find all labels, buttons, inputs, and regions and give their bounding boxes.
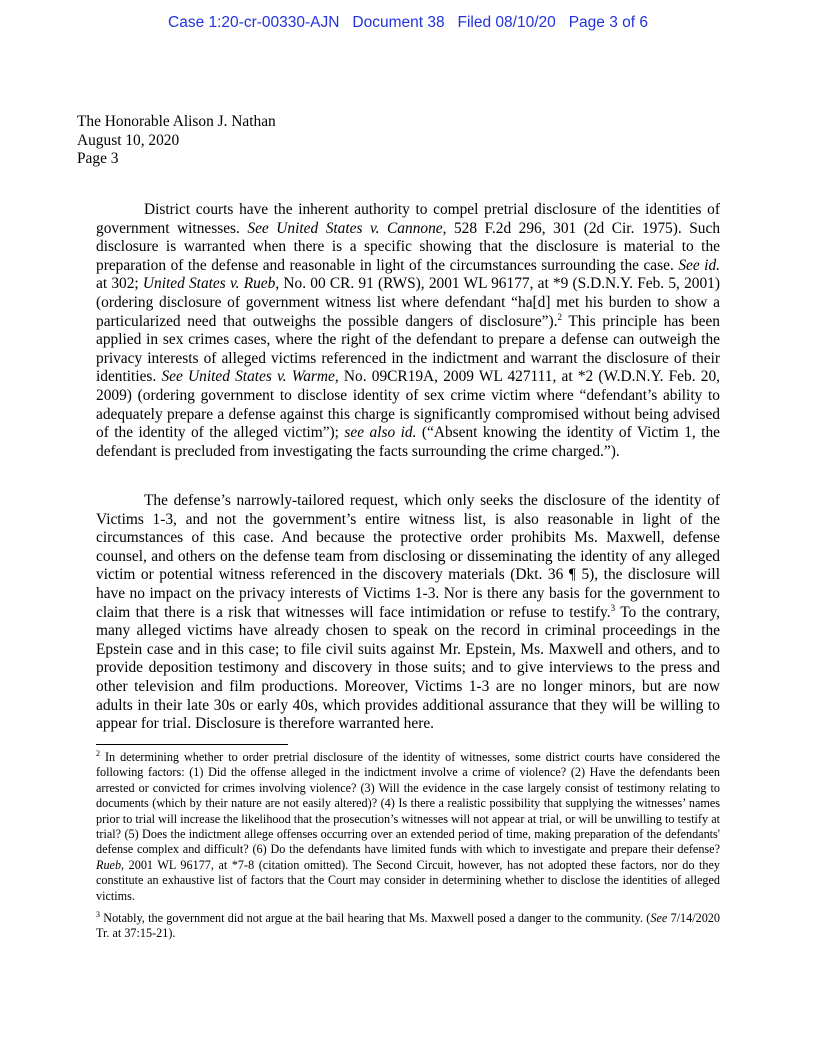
letter-page: Page 3 <box>77 150 119 168</box>
letter-heading <box>77 113 276 169</box>
case-number: Case 1:20-cr-00330-AJN <box>168 14 340 31</box>
court-filing-header <box>0 14 816 32</box>
footnote-ref-3: 3 <box>610 602 616 613</box>
footnote-ref-2: 2 <box>557 311 562 322</box>
citation: see also id. <box>344 424 417 442</box>
footnote-3: $^3$ Notably, the government did not argue at the bail hearing that Ms. Maxwell posed a danger to the community. (See 7/14/2020 Tr. at 37:15-21). <box>96 910 720 941</box>
addressee: The Honorable Alison J. Nathan <box>77 113 276 130</box>
citation: United States v. Rueb <box>142 275 276 293</box>
page-indicator: Page 3 of 6 <box>568 14 648 31</box>
citation: See United States v. Cannone <box>247 219 443 237</box>
letter-date: August 10, 2020 <box>77 131 180 149</box>
document-number: Document 38 <box>352 14 445 31</box>
paragraph-narrow-request: The defense’s narrowly-tailored request, which only seeks the disclosure of the identity of Victims 1-3, and not the government’s entire witness list, is also reasonable in light of the circumstances of this case. And because the protective order prohibits Ms. Maxwell, defense counsel, and others on the defense team from disclosing or disseminating the identity of any alleged victim or potential witness referenced in the discovery materials (Dkt. 36 ¶ 5), the disclosure will have no impact on the privacy interests of Victims 1-3. Nor is there any basis for the government to claim that there is a risk that witnesses will face intimidation or refuse to testify.$^3$ To the contrary, many alleged victims have already chosen to speak on the record in criminal proceedings in the Epstein case and in this case; to file civil suits against Mr. Epstein, Ms. Maxwell and others, and to provide deposition testimony and discovery in those suits; and to give interviews to the press and other television and film productions. Moreover, Victims 1-3 are no longer minors, but are now adults in their late 30s or early 40s, which provides additional assurance that they will be willing to appear for trial. Disclosure is therefore warranted here. <box>96 492 720 733</box>
citation: See id. <box>678 256 720 274</box>
citation: See United States v. Warme <box>161 368 335 386</box>
footnotes <box>96 750 720 949</box>
footnote-separator <box>96 744 288 745</box>
paragraph-disclosure-authority: District courts have the inherent authority to compel pretrial disclosure of the identities of government witnesses. See United States v. Cannone, 528 F.2d 296, 301 (2d Cir. 1975). Such disclosure is warranted when there is a specific showing that the disclosure is material to the preparation of the defense and reasonable in light of the circumstances surrounding the case. See id. at 302; United States v. Rueb, No. 00 CR. 91 (RWS), 2001 WL 96177, at *9 (S.D.N.Y. Feb. 5, 2001) (ordering disclosure of government witness list where defendant “ha[d] met his burden to show a particularized need that outweighs the possible dangers of disclosure”).$^2$ This principle has been applied in sex crimes cases, where the right of the defendant to prepare a defense can outweigh the privacy interests of alleged victims referenced in the indictment and warrant the disclosure of their identities. See United States v. Warme, No. 09CR19A, 2009 WL 427111, at *2 (W.D.N.Y. Feb. 20, 2009) (ordering government to disclose identity of sex crime victim where “defendant’s ability to adequately prepare a defense against this charge is significantly compromised without being advised of the identity of the alleged victim”); see also id. (“Absent knowing the identity of Victim 1, the defendant is precluded from investigating the facts surrounding the crime charged.”). <box>96 201 721 460</box>
filed-date: Filed 08/10/20 <box>457 14 556 31</box>
footnote-2: $^2$ In determining whether to order pretrial disclosure of the identity of witnesses, some district courts have considered the following factors: (1) Did the offense alleged in the indictment involve a crime of violence? (2) Have the defendants been arrested or convicted for crimes involving violence? (3) Will the evidence in the case largely consist of testimony relating to documents (which by their nature are not easily altered)? (4) Is there a realistic possibility that supplying the witnesses’ names prior to trial will increase the likelihood that the prosecution’s witnesses will not appear at trial, or will be unwilling to testify at trial? (5) Does the indictment allege offenses occurring over an extended period of time, making preparation of the defendants' defense complex and difficult? (6) Do the defendants have limited funds with which to investigate and prepare their defense? Rueb, 2001 WL 96177, at *7-8 (citation omitted). The Second Circuit, however, has not adopted these factors, nor do they constitute an exhaustive list of factors that the Court may consider in determining whether to disclose the identities of alleged victims. <box>96 748 720 903</box>
